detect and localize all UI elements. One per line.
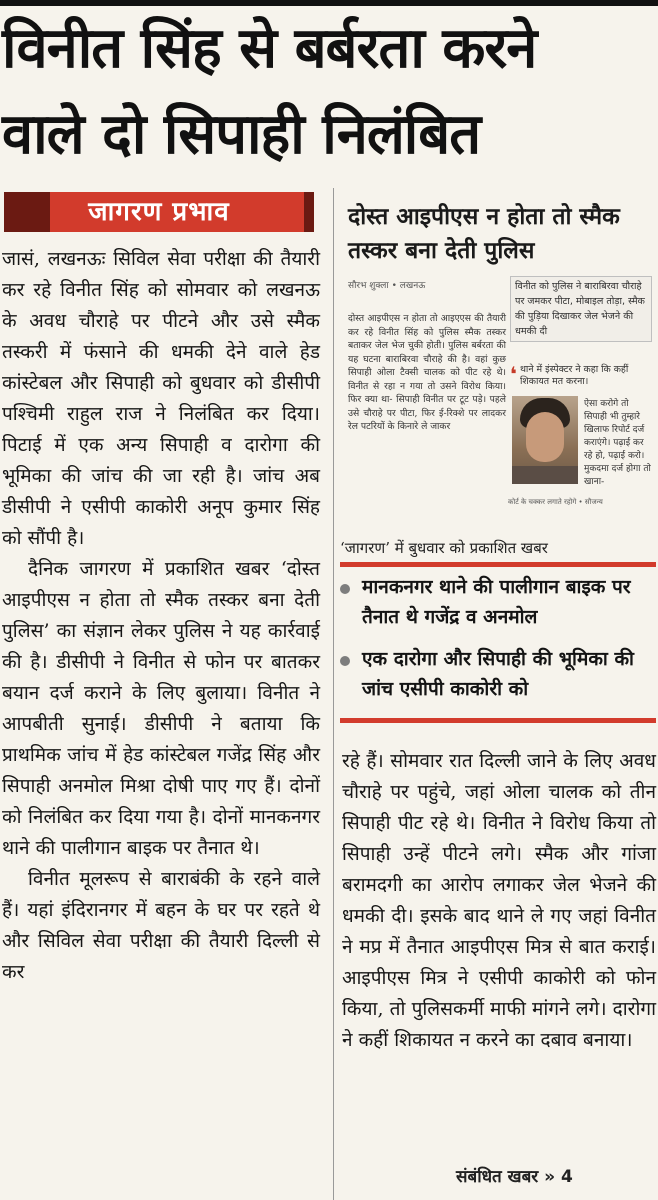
right-paragraph: रहे हैं। सोमवार रात दिल्ली जाने के लिए अवध चौराहे पर पहुंचे, जहां ओला चालक को तीन सिपाही पीट रहे थे। विनीत ने विरोध किया तो सिपाही उन्हें पीटने लगे। स्मैक और गांजा बरामदगी का आरोप लगाकर जेल भेजने की धमकी दी। इसके बाद थाने ले गए जहां विनीत ने मप्र में तैनात आइपीएस मित्र से बात कराई। आइपीएस मित्र ने एसीपी काकोरी को फोन किया, तो पुलिसकर्मी माफी मांगने लगे। दारोगा ने कहीं शिकायत न करने का दबाव बनाया। bbox=[342, 750, 656, 1051]
left-article-body bbox=[2, 244, 320, 988]
headline-line-2: वाले दो सिपाही निलंबित bbox=[2, 102, 481, 167]
article-paragraph-2: दैनिक जागरण में प्रकाशित खबर ‘दोस्त आइपीएस न होता तो स्मैक तस्कर बना देती पुलिस’ का संज्ञान लेकर पुलिस ने यह कार्रवाई की है। डीसीपी ने विनीत से फोन पर बातकर बयान दर्ज कराने के लिए बुलाया। विनीत ने आपबीती सुनाई। डीसीपी ने बताया कि प्राथमिक जांच में हेड कांस्टेबल गजेंद्र सिंह और सिपाही अनमोल मिश्रा दोषी पाए गए हैं। दोनों को निलंबित कर दिया गया है। दोनों मानकनगर थाने की पालीगान बाइक पर तैनात थे। bbox=[2, 558, 320, 859]
article-paragraph-1: जासं, लखनऊः सिविल सेवा परीक्षा की तैयारी कर रहे विनीत सिंह को सोमवार को लखनऊ के अवध चौराहे पर पीटने और उसे स्मैक तस्करी में फंसाने की धमकी देने वाले हेड कांस्टेबल और सिपाही को बुधवार को डीसीपी पश्चिमी राहुल राज ने निलंबित कर दिया। पिटाई में एक अन्य सिपाही व दारोगा की भूमिका की जांच की जा रही है। जांच अब डीसीपी ने एसीपी काकोरी अनूप कुमार सिंह को सौंपी है। bbox=[2, 248, 320, 549]
article-paragraph-3: विनीत मूलरूप से बाराबंकी के रहने वाले हैं। यहां इंदिरानगर में बहन के घर पर रहते थे और सिविल सेवा परीक्षा की तैयारी दिल्ली से कर bbox=[2, 868, 320, 983]
quote-mark-icon: ❛ bbox=[510, 362, 517, 386]
column-divider bbox=[333, 188, 334, 1200]
red-rule-bottom bbox=[340, 718, 656, 723]
previous-article-clipping bbox=[340, 194, 658, 534]
clipping-photo-quote: ऐसा करोगे तो सिपाही भी तुम्हारे खिलाफ रिपोर्ट दर्ज कराएंगे। पढ़ाई कर रहे हो, पढ़ाई करो। मुकदमा दर्ज होगा तो खाना- bbox=[584, 399, 651, 487]
bullet-dot-icon bbox=[340, 584, 350, 594]
clipping-bottom-line: कोर्ट के चक्कर लगाते रहोगे • सौजन्य bbox=[508, 498, 603, 506]
clipping-byline: सौरभ शुक्ला • लखनऊ bbox=[348, 281, 426, 291]
right-column bbox=[338, 188, 658, 1200]
headline-line-1: विनीत सिंह से बर्बरता करने bbox=[2, 16, 537, 81]
bullet-dot-icon bbox=[340, 656, 350, 666]
clipping-body-text: दोस्त आइपीएस न होता तो आइएएस की तैयारी कर रहे विनीत सिंह को पुलिस स्मैक तस्कर बताकर जेल भेज चुकी होती। पुलिस बर्बरता की यह घटना बाराबिरवा चौराहे की है। वहां कुछ सिपाही ओला टैक्सी चालक को पीट रहे थे। विनीत से रहा न गया तो उसने विरोध किया। फिर क्या था- सिपाही विनीत पर टूट पड़े। पहले उसे चौराहे पर पीटा, फिर ई-रिक्शे पर लादकर रेल पटरियों के किनारे ले जाकर bbox=[348, 313, 506, 432]
red-rule-top bbox=[340, 562, 656, 567]
clipping-quote-text: थाने में इंस्पेक्टर ने कहा कि कहीं शिकायत मत करना। bbox=[519, 364, 629, 387]
clipping-quote bbox=[510, 364, 652, 388]
jagran-impact-banner: जागरण प्रभाव bbox=[4, 192, 314, 232]
related-news-link: संबंधित खबर » 4 bbox=[456, 1167, 573, 1187]
left-column bbox=[0, 188, 330, 1200]
bullet-text-1: मानकनगर थाने की पालीगान बाइक पर तैनात थे गजेंद्र व अनमोल bbox=[362, 576, 631, 628]
photo-face bbox=[526, 412, 564, 462]
vineet-photo bbox=[512, 396, 578, 484]
right-article-body bbox=[342, 746, 656, 1056]
top-black-bar bbox=[0, 0, 658, 6]
clipping-caption: विनीत को पुलिस ने बाराबिरवा चौराहे पर जमकर पीटा, मोबाइल तोड़ा, स्मैक की पुड़िया दिखाकर जेल भेजने की धमकी दी bbox=[510, 276, 652, 342]
photo-shirt bbox=[512, 466, 578, 484]
bullet-text-2: एक दारोगा और सिपाही की भूमिका की जांच एसीपी काकोरी को bbox=[362, 648, 634, 700]
clipping-credit: ‘जागरण’ में बुधवार को प्रकाशित खबर bbox=[340, 539, 548, 557]
clipping-headline: दोस्त आइपीएस न होता तो स्मैक तस्कर बना देती पुलिस bbox=[348, 204, 620, 264]
